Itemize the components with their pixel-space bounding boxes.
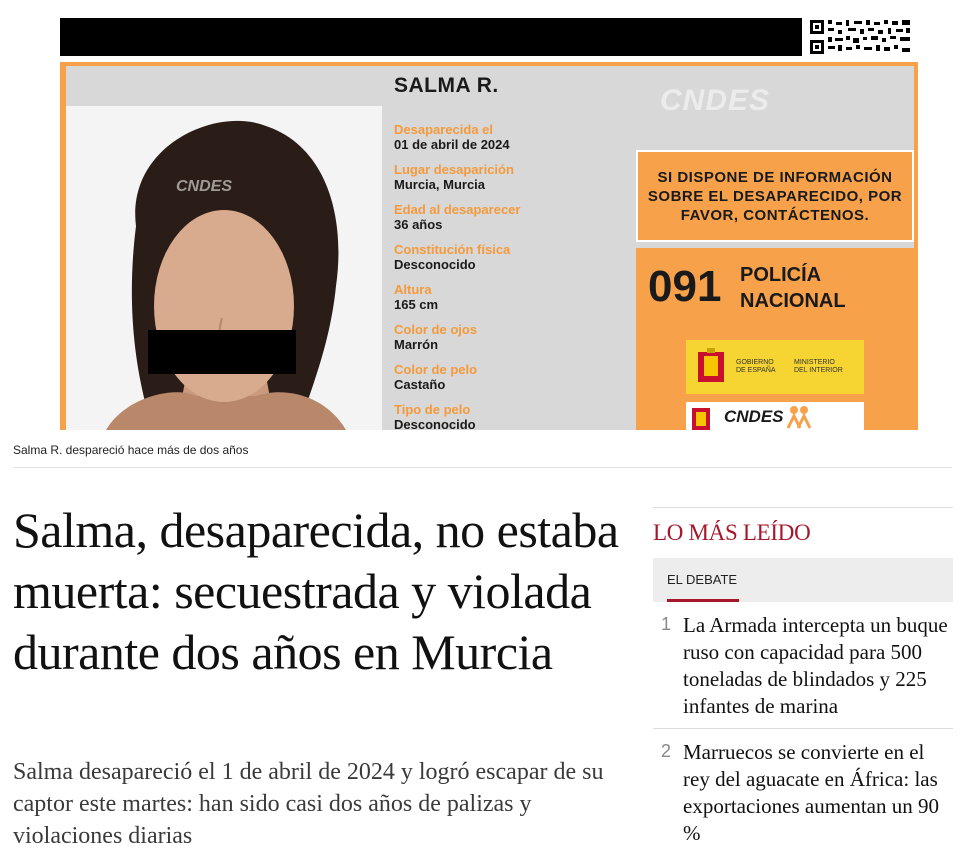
item-rank: 2 — [661, 741, 672, 761]
coat-of-arms-small-icon — [686, 402, 716, 430]
most-read-title: LO MÁS LEÍDO — [653, 520, 811, 545]
contact-info-text: SI DISPONE DE INFORMACIÓN SOBRE EL DESAPARECIDO, POR FAVOR, CONTÁCTENOS. — [647, 168, 903, 224]
government-logo — [686, 340, 864, 394]
caption-divider — [13, 467, 952, 468]
photo-watermark: CNDES — [176, 178, 233, 195]
cndes-watermark: CNDES — [660, 84, 771, 117]
sidebar-divider — [653, 507, 953, 508]
logos-row — [686, 402, 864, 430]
coat-of-arms-icon — [696, 348, 726, 386]
item-headline-link[interactable]: Marruecos se convierte en el rey del aguacate en África: las exportaciones aumentan un 90 % — [683, 740, 939, 845]
image-caption: Salma R. despareció hace más de dos años — [13, 443, 249, 457]
portrait-illustration — [66, 106, 382, 430]
detail-age: Edad al desaparecer 36 años — [394, 202, 521, 232]
item-headline-link[interactable]: La Armada intercepta un buque ruso con capacidad para 500 toneladas de blindados y 225 infantes de marina — [683, 613, 948, 718]
article-headline: Salma, desaparecida, no estaba muerta: secuestrada y violada durante dos años en Murcia — [13, 502, 619, 680]
qr-code-icon — [808, 18, 914, 56]
most-read-item[interactable] — [653, 602, 953, 729]
censored-header-bar — [60, 18, 802, 56]
contact-info-box — [636, 150, 914, 242]
missing-person-poster — [60, 18, 918, 430]
censor-bar — [148, 330, 296, 374]
detail-location: Lugar desaparición Murcia, Murcia — [394, 162, 514, 192]
people-figures-icon — [784, 402, 814, 430]
detail-hair-color: Color de pelo Castaño — [394, 362, 478, 392]
cndes-logo: CNDES — [724, 407, 784, 426]
person-name: SALMA R. — [394, 74, 499, 97]
most-read-item[interactable] — [653, 729, 953, 855]
missing-person-photo — [66, 106, 382, 430]
most-read-sidebar — [653, 507, 953, 855]
ministry-label: MINISTERIO DEL INTERIOR — [794, 359, 843, 374]
detail-height: Altura 165 cm — [394, 282, 439, 312]
police-contact-box — [636, 248, 914, 430]
tab-el-debate[interactable] — [653, 558, 953, 602]
item-rank: 1 — [661, 614, 672, 634]
article-subhead: Salma desapareció el 1 de abril de 2024 y logró escapar de su captor este martes: han sido casi dos años de palizas y violaciones diarias — [13, 759, 604, 849]
detail-missing-date: Desaparecida el 01 de abril de 2024 — [394, 122, 510, 152]
detail-build: Constitución física Desconocido — [394, 242, 511, 272]
government-label: GOBIERNO DE ESPAÑA — [736, 359, 776, 374]
tab-label: EL DEBATE — [667, 572, 738, 587]
detail-eye-color: Color de ojos Marrón — [394, 322, 478, 352]
police-name: POLICÍA NACIONAL — [740, 264, 846, 312]
detail-hair-type: Tipo de pelo Desconocido — [394, 402, 476, 430]
police-phone-number: 091 — [648, 262, 722, 311]
